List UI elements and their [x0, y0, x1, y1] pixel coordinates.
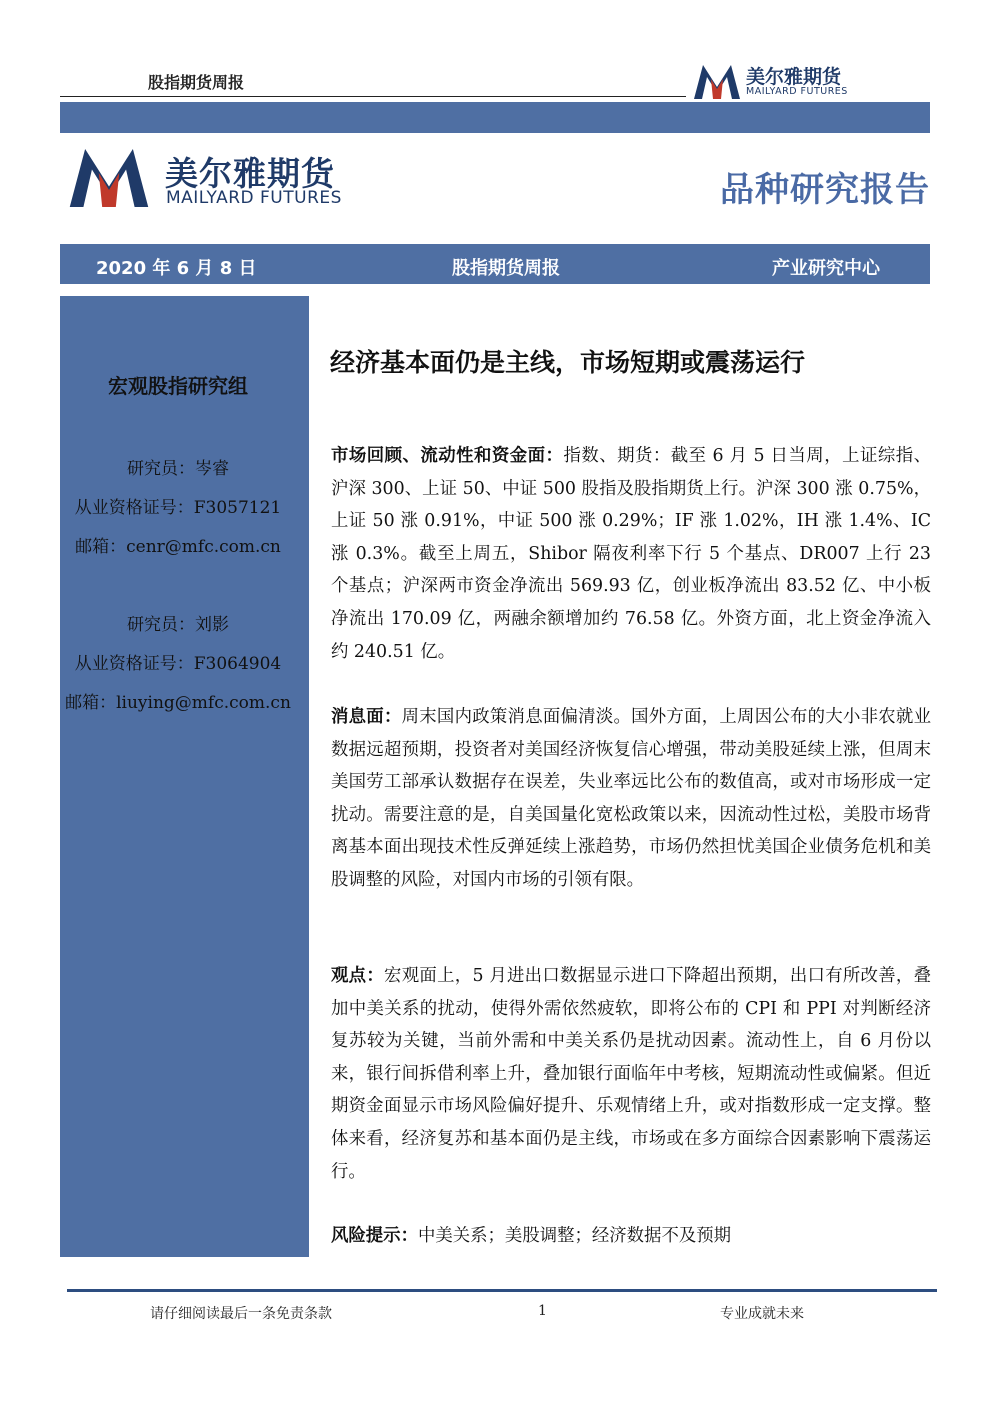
small-brand-cn: 美尔雅期货 [746, 66, 842, 88]
footer-rule [67, 1289, 937, 1292]
section-lead: 消息面： [331, 707, 402, 727]
small-brand-en: MAILYARD FUTURES [746, 86, 848, 97]
report-department: 产业研究中心 [772, 258, 880, 279]
section-risk [331, 1220, 931, 1253]
sidebar-panel [60, 296, 309, 1257]
section-lead: 市场回顾、流动性和资金面： [331, 446, 564, 466]
main-brand-cn: 美尔雅期货 [165, 154, 335, 193]
section-body: 指数、期货：截至 6 月 5 日当周，上证综指、沪深 300、上证 50、中证 500 股指及股指期货上行。沪深 300 涨 0.75%，上证 50 涨 0.91%，中证 500 涨 0.29%；IF 涨 1.02%，IH 涨 1.4%、IC 涨 0.3%。截至上周五，Shibor 隔夜利率下行 5 个基点、DR007 上行 23 个基点；沪深两市资金净流出 569.93 亿，创业板净流出 83.52 亿、中小板净流出 170.09 亿，两融余额增加约 76.58 亿。外资方面，北上资金净流入约 240.51 亿。 [331, 446, 931, 662]
report-name: 股指期货周报 [452, 258, 560, 279]
section-market-review [331, 440, 931, 668]
info-band [60, 244, 930, 284]
section-lead: 观点： [331, 966, 385, 986]
small-brand-logo [694, 62, 904, 102]
section-body: 中美关系；美股调整；经济数据不及预期 [417, 1226, 732, 1246]
report-date: 2020 年 6 月 8 日 [96, 258, 257, 279]
page-number: 1 [538, 1303, 547, 1319]
report-type-title: 品种研究报告 [720, 170, 930, 210]
researcher-name: 研究员：岑睿 [127, 459, 229, 479]
section-lead: 风险提示： [331, 1226, 418, 1246]
section-body: 宏观面上，5 月进出口数据显示进口下降超出预期，出口有所改善，叠加中美关系的扰动，使得外需依然疲软，即将公布的 CPI 和 PPI 对判断经济复苏较为关键，当前外需和中美关系仍是扰动因素。流动性上，自 6 月份以来，银行间拆借利率上升，叠加银行面临年中考核，短期流动性或偏紧。但近期资金面显示市场风险偏好提升、乐观情绪上升，或对指数形成一定支撑。整体来看，经济复苏和基本面仍是主线，市场或在多方面综合因素影响下震荡运行。 [331, 966, 931, 1182]
report-headline: 经济基本面仍是主线，市场短期或震荡运行 [330, 348, 806, 377]
running-header-title: 股指期货周报 [148, 73, 245, 92]
section-viewpoint [331, 960, 931, 1188]
main-brand-logo [60, 138, 372, 218]
brand-mark-icon [65, 149, 153, 207]
footer-slogan: 专业成就未来 [720, 1306, 804, 1322]
researcher-name: 研究员：刘影 [127, 615, 229, 635]
researcher-email: 邮箱：cenr@mfc.com.cn [75, 537, 281, 557]
section-news [331, 701, 931, 897]
researcher-email: 邮箱：liuying@mfc.com.cn [65, 693, 291, 713]
main-brand-en: MAILYARD FUTURES [166, 188, 342, 208]
researcher-license: 从业资格证号：F3057121 [74, 498, 282, 518]
section-body: 周末国内政策消息面偏清淡。国外方面，上周因公布的大小非农就业数据远超预期，投资者对美国经济恢复信心增强，带动美股延续上涨，但周末美国劳工部承认数据存在误差，失业率远比公布的数值高，或对市场形成一定扰动。需要注意的是，自美国量化宽松政策以来，因流动性过松，美股市场背离基本面出现技术性反弹延续上涨趋势，市场仍然担忧美国企业债务危机和美股调整的风险，对国内市场的引领有限。 [331, 707, 931, 890]
sidebar-title: 宏观股指研究组 [108, 374, 248, 398]
brand-mark-icon [694, 65, 740, 99]
footer-disclaimer: 请仔细阅读最后一条免责条款 [150, 1306, 332, 1322]
running-header-rule [60, 96, 686, 97]
top-color-band [60, 102, 930, 133]
researcher-license: 从业资格证号：F3064904 [74, 654, 282, 674]
